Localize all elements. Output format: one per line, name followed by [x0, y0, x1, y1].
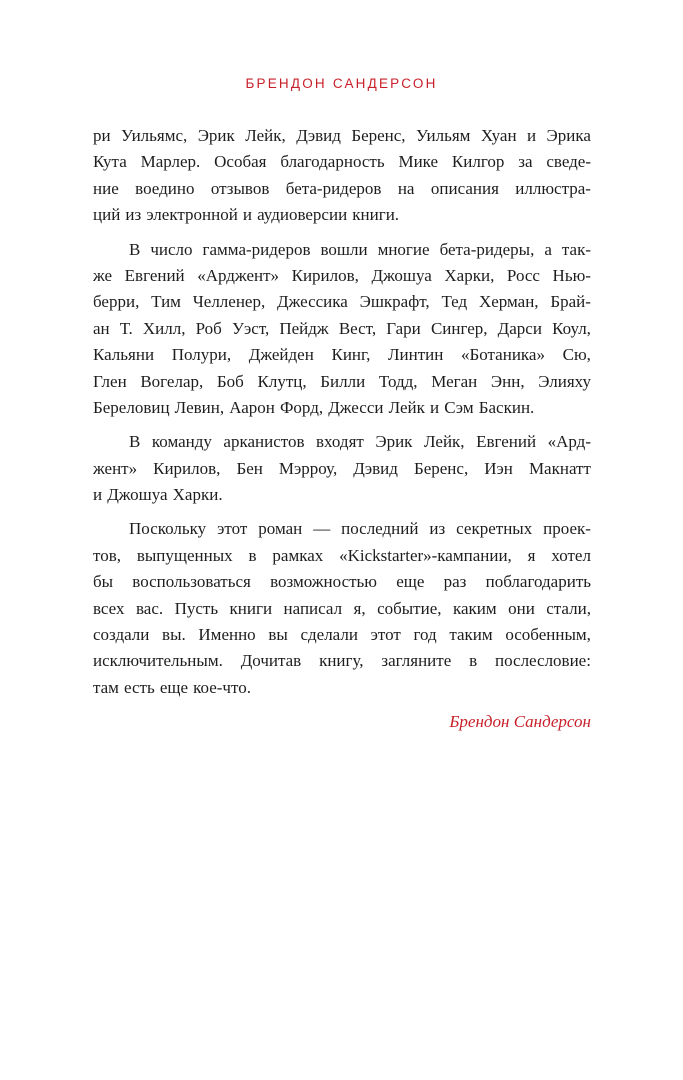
text-line: Глен Вогелар, Боб Клутц, Билли Тодд, Меган Энн, Элияху [93, 371, 591, 391]
text-line: Поскольку этот роман — последний из секретных проек- [129, 519, 591, 539]
text-line: там есть еще кое-что. [93, 677, 251, 697]
text-line: тов, выпущенных в рамках «Kickstarter»-кампании, я хотел [93, 545, 591, 565]
text-line: и Джошуа Харки. [93, 485, 223, 505]
paragraph-list [93, 123, 591, 701]
text-line: В число гамма-ридеров вошли многие бета-ридеры, а так- [129, 239, 591, 259]
running-header: БРЕНДОН САНДЕРСОН [245, 76, 438, 91]
text-line: же Евгений «Арджент» Кирилов, Джошуа Харки, Росс Нью- [93, 265, 591, 285]
text-line: ри Уильямс, Эрик Лейк, Дэвид Беренс, Уильям Хуан и Эрика [93, 126, 591, 145]
text-line: Кальяни Полури, Джейден Кинг, Линтин «Ботаника» Сю, [93, 345, 591, 365]
text-line: Кута Марлер. Особая благодарность Мике Килгор за сведе- [93, 152, 591, 172]
paragraph [93, 429, 591, 508]
page-body [93, 123, 591, 736]
author-signature: Брендон Сандерсон [449, 712, 591, 732]
paragraph [93, 516, 591, 701]
paragraph [93, 237, 591, 422]
text-line: ан Т. Хилл, Роб Уэст, Пейдж Вест, Гари Сингер, Дарси Коул, [93, 318, 591, 338]
text-line: В команду арканистов входят Эрик Лейк, Евгений «Ард- [129, 432, 591, 452]
text-line: бы воспользоваться возможностью еще раз поблагодарить [93, 572, 591, 592]
paragraph [93, 123, 591, 229]
text-line: ние воедино отзывов бета-ридеров на описания иллюстра- [93, 178, 591, 198]
text-line: ций из электронной и аудиоверсии книги. [93, 205, 400, 225]
text-line: всех вас. Пусть книги написал я, событие, каким они стали, [93, 598, 591, 618]
text-line: берри, Тим Челленер, Джессика Эшкрафт, Тед Херман, Брай- [93, 292, 591, 312]
text-line: жент» Кирилов, Бен Мэрроу, Дэвид Беренс, Иэн Макнатт [93, 458, 591, 478]
text-line: Береловиц Левин, Аарон Форд, Джесси Лейк и Сэм Баскин. [93, 397, 535, 417]
text-line: создали вы. Именно вы сделали этот год таким особенным, [93, 625, 591, 645]
text-line: исключительным. Дочитав книгу, загляните в послесловие: [93, 651, 591, 671]
